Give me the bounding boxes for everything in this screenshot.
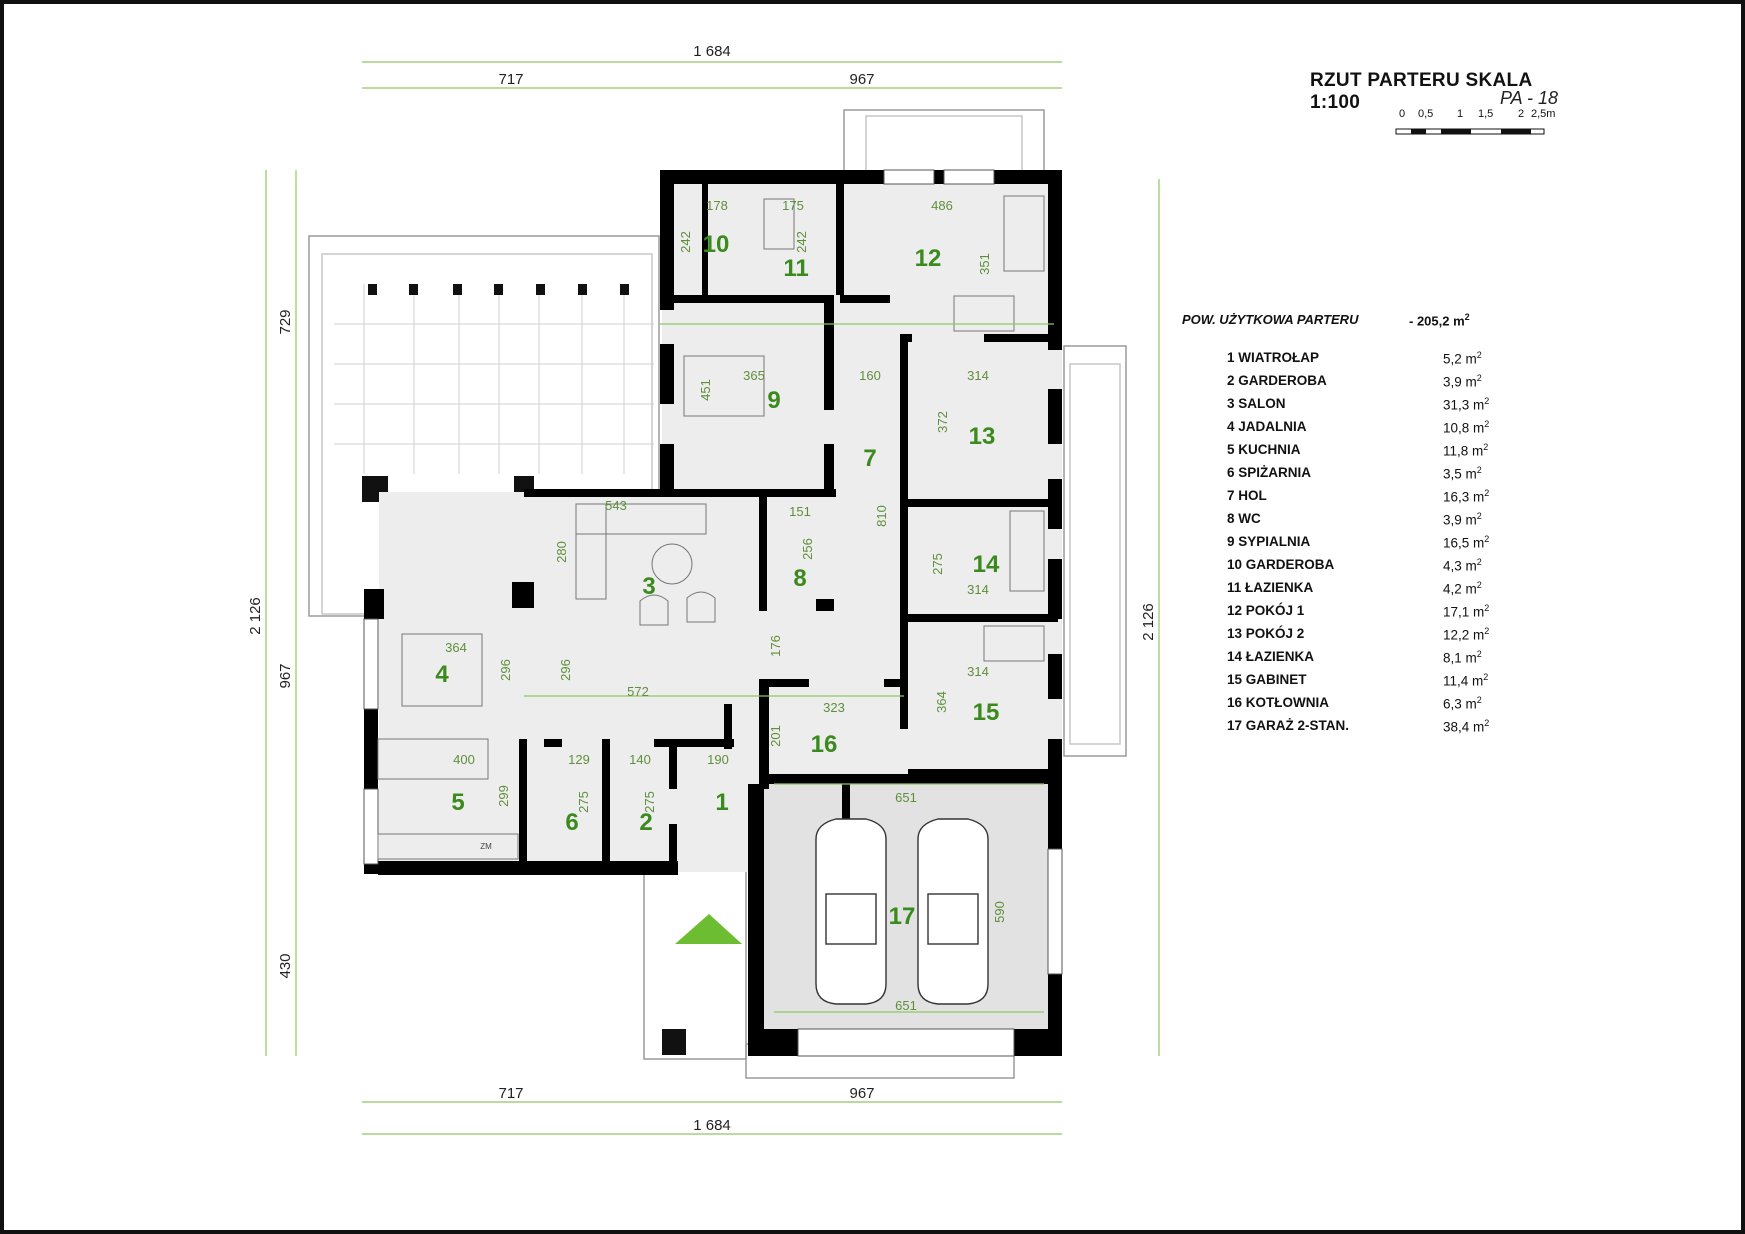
dim-9-width: 365 bbox=[743, 368, 765, 383]
legend-row: 13 POKÓJ 2 12,2 $m^2$ bbox=[1227, 626, 1490, 643]
room-number-8: 8 bbox=[793, 565, 807, 592]
room-number-11: 11 bbox=[783, 255, 809, 282]
legend-row: 17 GARAŻ 2-STAN. 38,4 $m^2$ bbox=[1227, 718, 1490, 735]
dim-6-depth: 275 bbox=[576, 791, 591, 813]
room-number-12: 12 bbox=[914, 245, 942, 272]
dim-13-depth: 372 bbox=[935, 411, 950, 433]
dim-14-width: 314 bbox=[967, 582, 989, 597]
dim-4-depth: 296 bbox=[498, 659, 513, 681]
title-block bbox=[1254, 66, 1584, 136]
legend-row: 16 KOTŁOWNIA 6,3 $m^2$ bbox=[1227, 695, 1482, 712]
dim-8-depth: 256 bbox=[800, 538, 815, 560]
dim-total-depth-right: 2 126 bbox=[1140, 603, 1157, 641]
dim-right-width-bottom: 967 bbox=[849, 1085, 875, 1102]
dim-right-width-top: 967 bbox=[849, 71, 875, 88]
usable-area-label: POW. UŻYTKOWA PARTERU bbox=[1182, 312, 1359, 327]
legend-row: 7 HOL 16,3 $m^2$ bbox=[1227, 488, 1490, 505]
dim-left-top: 729 bbox=[277, 309, 294, 335]
scale-label-0: 0 bbox=[1399, 108, 1406, 120]
dim-2-width: 140 bbox=[629, 752, 651, 767]
dim-5-width: 400 bbox=[453, 752, 475, 767]
room-number-5: 5 bbox=[451, 789, 465, 816]
dim-13-width: 314 bbox=[967, 368, 989, 383]
legend-row: 3 SALON 31,3 $m^2$ bbox=[1227, 396, 1490, 413]
legend-row: 9 SYPIALNIA 16,5 $m^2$ bbox=[1227, 534, 1490, 551]
scale-label-2: 1 bbox=[1457, 108, 1464, 120]
room-number-15: 15 bbox=[972, 699, 1000, 726]
room-number-1: 1 bbox=[715, 789, 729, 816]
legend-row: 4 JADALNIA 10,8 $m^2$ bbox=[1227, 419, 1490, 436]
room-number-9: 9 bbox=[767, 387, 781, 414]
dim-total-depth-left: 2 126 bbox=[247, 597, 264, 635]
scale-label-1: 0,5 bbox=[1418, 108, 1434, 120]
legend-row: 12 POKÓJ 1 17,1 $m^2$ bbox=[1227, 603, 1490, 620]
dim-3-depth: 280 bbox=[554, 541, 569, 563]
dim-17-width-top: 651 bbox=[895, 790, 917, 805]
dim-11-width: 175 bbox=[782, 198, 804, 213]
room-number-16: 16 bbox=[810, 731, 838, 758]
legend-row: 11 ŁAZIENKA 4,2 $m^2$ bbox=[1227, 580, 1482, 597]
legend-row: 1 WIATROŁAP 5,2 $m^2$ bbox=[1227, 350, 1482, 367]
dim-8-width: 151 bbox=[789, 504, 811, 519]
room-number-2: 2 bbox=[639, 809, 653, 836]
legend-row: 14 ŁAZIENKA 8,1 $m^2$ bbox=[1227, 649, 1482, 666]
legend-row: 5 KUCHNIA 11,8 $m^2$ bbox=[1227, 442, 1489, 459]
dim-6-width: 129 bbox=[568, 752, 590, 767]
dim-3-width: 543 bbox=[605, 498, 627, 513]
dim-7-width: 160 bbox=[859, 368, 881, 383]
legend-row: 2 GARDEROBA 3,9 $m^2$ bbox=[1227, 373, 1482, 390]
dim-15-width: 314 bbox=[967, 664, 989, 679]
room-number-14: 14 bbox=[972, 551, 1000, 578]
usable-area-value: - 205,2 $m^2$ bbox=[1409, 312, 1470, 329]
dim-17-depth: 590 bbox=[992, 901, 1007, 923]
zm-label: ZM bbox=[480, 842, 492, 851]
legend-row: 15 GABINET 11,4 $m^2$ bbox=[1227, 672, 1489, 689]
dim-left-bottom: 430 bbox=[277, 953, 294, 979]
dim-17-width-bottom: 651 bbox=[895, 998, 917, 1013]
dim-15-depth: 364 bbox=[934, 691, 949, 713]
dim-1-width: 190 bbox=[707, 752, 729, 767]
dim-left-width-bottom: 717 bbox=[498, 1085, 524, 1102]
dim-3-depth-2: 296 bbox=[558, 659, 573, 681]
room-number-6: 6 bbox=[565, 809, 579, 836]
dim-10-depth: 242 bbox=[678, 231, 693, 253]
scale-label-3: 1,5 bbox=[1478, 108, 1494, 120]
dim-16-depth: 201 bbox=[768, 725, 783, 747]
scale-label-5: 2,5m bbox=[1531, 108, 1556, 120]
drawing-title: RZUT PARTERU SKALA 1:100 bbox=[1310, 70, 1532, 113]
dim-left-width-top: 717 bbox=[498, 71, 524, 88]
dim-14-depth: 275 bbox=[930, 553, 945, 575]
legend-row: 8 WC 3,9 $m^2$ bbox=[1227, 511, 1482, 528]
dim-12-width: 486 bbox=[931, 198, 953, 213]
room-number-10: 10 bbox=[702, 231, 730, 258]
dim-2-depth: 275 bbox=[642, 791, 657, 813]
dim-12-depth: 351 bbox=[977, 253, 992, 275]
dim-10-width: 178 bbox=[706, 198, 728, 213]
dim-total-width-bottom: 1 684 bbox=[693, 1117, 731, 1134]
room-number-4: 4 bbox=[435, 661, 449, 688]
scale-label-4: 2 bbox=[1518, 108, 1525, 120]
room-number-7: 7 bbox=[863, 445, 877, 472]
project-code: PA - 18 bbox=[1500, 88, 1559, 108]
pergola-lines bbox=[334, 284, 654, 474]
dim-4-width: 364 bbox=[445, 640, 467, 655]
room-number-17: 17 bbox=[888, 903, 916, 930]
room-number-13: 13 bbox=[968, 423, 996, 450]
room-legend bbox=[1179, 310, 1509, 750]
room-number-3: 3 bbox=[642, 573, 656, 600]
dim-9-depth: 451 bbox=[698, 379, 713, 401]
dim-7-depth: 810 bbox=[874, 505, 889, 527]
legend-row: 6 SPIŻARNIA 3,5 $m^2$ bbox=[1227, 465, 1482, 482]
dim-hall-depth: 176 bbox=[768, 635, 783, 657]
legend-row: 10 GARDEROBA 4,3 $m^2$ bbox=[1227, 557, 1482, 574]
entrance-arrow bbox=[675, 914, 742, 944]
dim-total-width-top: 1 684 bbox=[693, 43, 731, 60]
dim-left-mid: 967 bbox=[277, 663, 294, 689]
dim-salon-width: 572 bbox=[627, 684, 649, 699]
dim-11-depth: 242 bbox=[794, 231, 809, 253]
dim-5-depth: 299 bbox=[496, 785, 511, 807]
dim-16-width: 323 bbox=[823, 700, 845, 715]
